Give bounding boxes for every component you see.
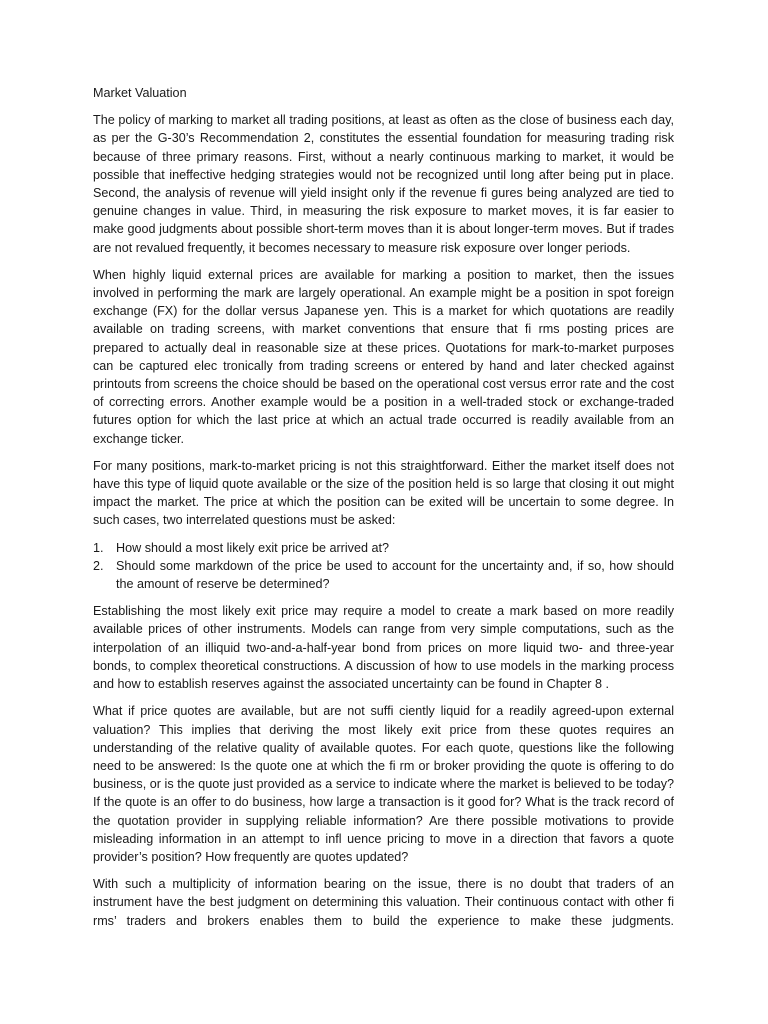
document-title: Market Valuation bbox=[93, 86, 187, 100]
document-page bbox=[93, 84, 674, 930]
paragraph-exit-price-model: Establishing the most likely exit price may require a model to create a mark based on more readily available prices of other instruments. Models can range from very simple computations, such as the interpolation of an illiquid two-and-a-half-year bond from prices on more liquid two- and three-year bonds, to complex theoretical constructions. A discussion of how to use models in the marking process and how to establish reserves against the associated uncertainty can be found in Chapter 8 . bbox=[93, 604, 674, 692]
list-item-text: How should a most likely exit price be arrived at? bbox=[116, 540, 389, 555]
paragraph-not-straightforward: For many positions, mark-to-market pricing is not this straightforward. Either the market itself does not have this type of liquid quote available or the size of the position held is so large that closing it out might impact the market. The price at which the position can be exited will be uncertain to some degree. In such cases, two interrelated questions must be asked: bbox=[93, 458, 674, 528]
list-item bbox=[93, 539, 674, 557]
list-item-number: 1. bbox=[93, 540, 104, 555]
paragraph-price-quotes: What if price quotes are available, but are not suffi ciently liquid for a readily agreed-upon external valuation? This implies that deriving the most likely exit price from these quotes requires an understanding of the relative quality of available quotes. For each quote, questions like the following need to be answered: Is the quote one at which the fi rm or broker providing the quote is offering to do business, or is the quote just provided as a service to indicate where the market is believed to be today? If the quote is an offer to do business, how large a transaction is it good for? What is the track record of the quotation provider in supplying reliable information? Are there possible motivations to provide misleading information in an attempt to infl uence pricing to move in a direction that favors a quote provider’s position? How frequently are quotes updated? bbox=[93, 704, 674, 864]
list-item bbox=[93, 557, 674, 593]
list-item-number: 2. bbox=[93, 558, 104, 573]
questions-list bbox=[93, 539, 674, 594]
list-item-text: Should some markdown of the price be used to account for the uncertainty and, if so, how should the amount of reserve be determined? bbox=[116, 558, 674, 592]
paragraph-marking-policy: The policy of marking to market all trading positions, at least as often as the close of business each day, as per the G-30’s Recommendation 2, constitutes the essential foundation for measuring trading risk because of three primary reasons. First, without a nearly continuous marking to market, it would be possible that ineffective hedging strategies would not be recognized until long after being put in place. Second, the analysis of revenue will yield insight only if the revenue fi gures being analyzed are tied to genuine changes in value. Third, in measuring the risk exposure to market moves, it is far easier to make good judgments about possible short-term moves than it is about longer-term moves. But if trades are not revalued frequently, it becomes necessary to measure risk exposure over longer periods. bbox=[93, 113, 674, 255]
paragraph-traders-judgment: With such a multiplicity of information bearing on the issue, there is no doubt that traders of an instrument have the best judgment on determining this valuation. Their continuous contact with other fi rms’ traders and brokers enables them to build the experience to make these judgments. bbox=[93, 877, 674, 928]
paragraph-liquid-prices: When highly liquid external prices are available for marking a position to market, then the issues involved in performing the mark are largely operational. An example might be a position in spot foreign exchange (FX) for the dollar versus Japanese yen. This is a market for which quotations are readily available on trading screens, with market conventions that ensure that fi rms posting prices are prepared to actually deal in reasonable size at these prices. Quotations for mark-to-market purposes can be captured elec tronically from trading screens or entered by hand and later checked against printouts from screens the choice should be based on the operational cost versus error rate and the cost of correcting errors. Another example would be a position in a well-traded stock or exchange-traded futures option for which the last price at which an actual trade occurred is readily available from an exchange ticker. bbox=[93, 267, 674, 446]
